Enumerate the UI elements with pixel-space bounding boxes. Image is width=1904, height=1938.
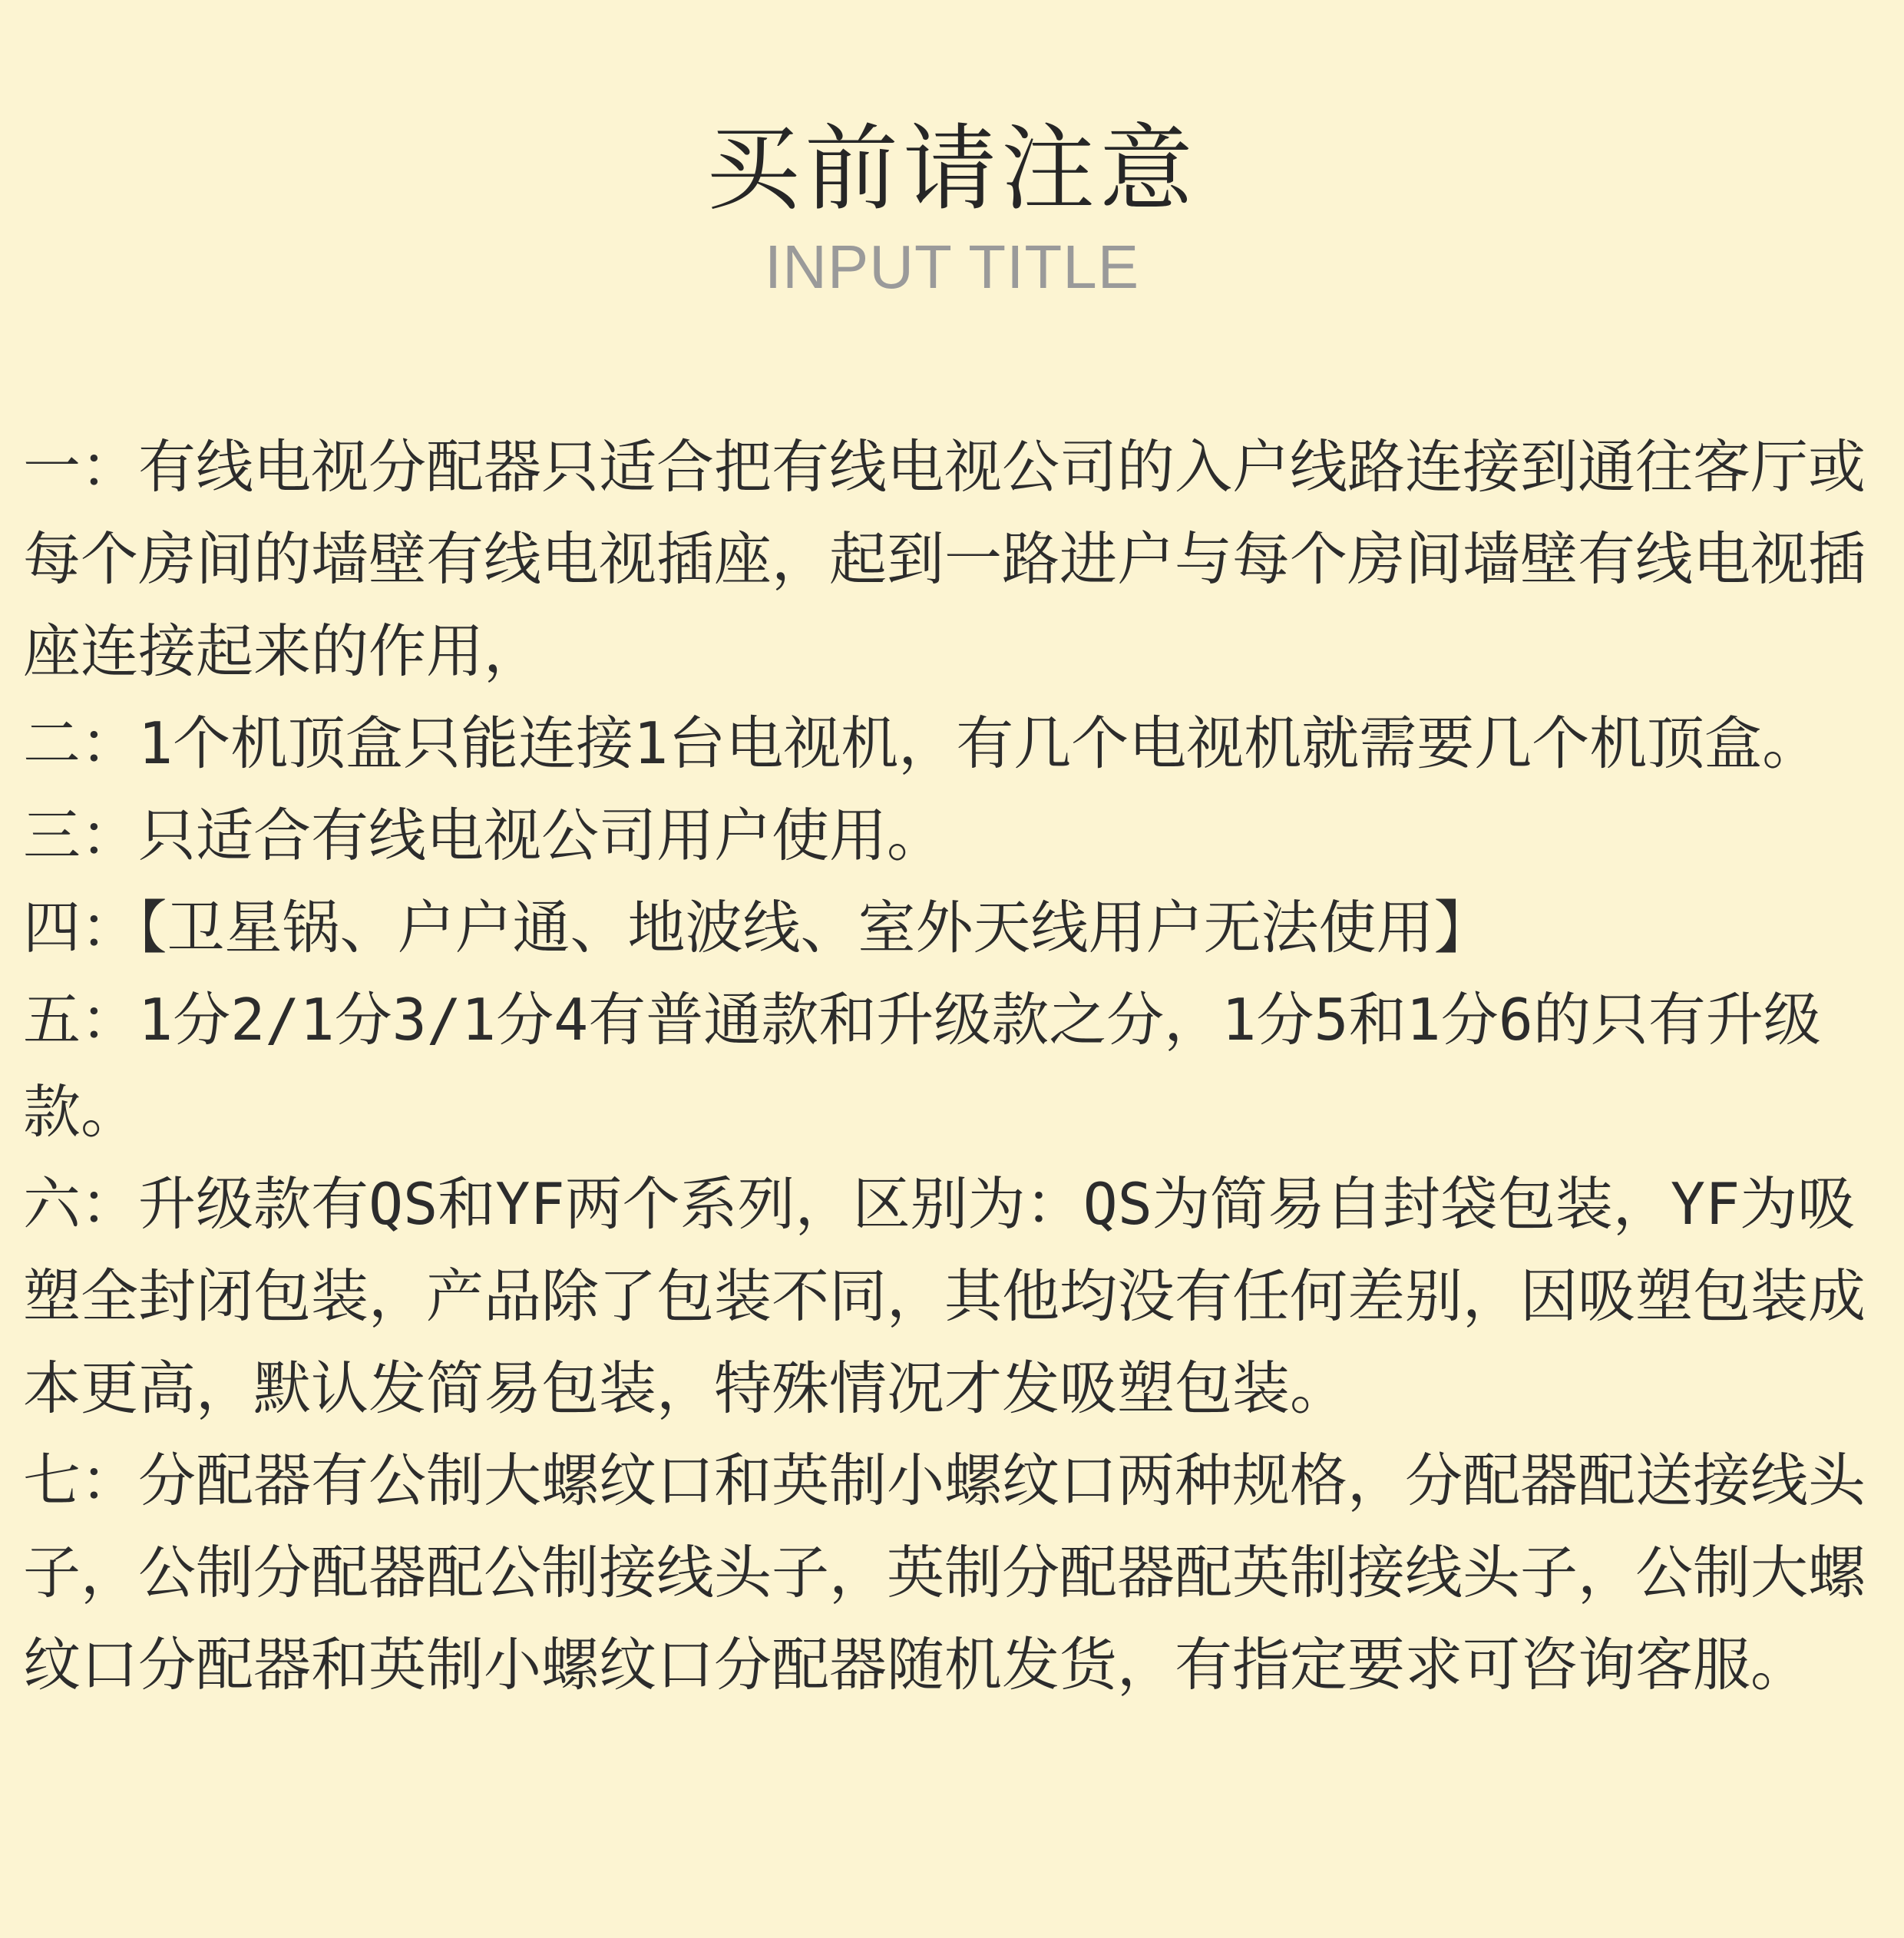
notice-item-6: 六：升级款有QS和YF两个系列，区别为：QS为简易自封袋包装，YF为吸塑全封闭包装，产品除了包装不同，其他均没有任何差别，因吸塑包装成本更高，默认发简易包装，特殊情况才发吸塑包装。: [23, 1170, 1866, 1422]
notice-header: [0, 111, 1904, 302]
notice-item-3: 三：只适合有线电视公司用户使用。: [23, 802, 945, 869]
page-subtitle: INPUT TITLE: [764, 233, 1140, 301]
notice-item-4: 四：【卫星锅、户户通、地波线、室外天线用户无法使用】: [23, 894, 1492, 961]
notice-list: [23, 421, 1866, 1711]
notice-item-2: 二：1个机顶盒只能连接1台电视机，有几个电视机就需要几个机顶盒。: [23, 709, 1820, 777]
notice-item-1: 一：有线电视分配器只适合把有线电视公司的入户线路连接到通往客厅或每个房间的墙壁有线电视插座，起到一路进户与每个房间墙壁有线电视插座连接起来的作用，: [23, 433, 1866, 685]
page-title: 买前请注意: [706, 114, 1198, 223]
notice-item-5: 五：1分2/1分3/1分4有普通款和升级款之分，1分5和1分6的只有升级款。: [23, 986, 1821, 1146]
notice-item-7: 七：分配器有公制大螺纹口和英制小螺纹口两种规格，分配器配送接线头子，公制分配器配公制接线头子，英制分配器配英制接线头子，公制大螺纹口分配器和英制小螺纹口分配器随机发货，有指定要求可咨询客服。: [23, 1447, 1866, 1698]
